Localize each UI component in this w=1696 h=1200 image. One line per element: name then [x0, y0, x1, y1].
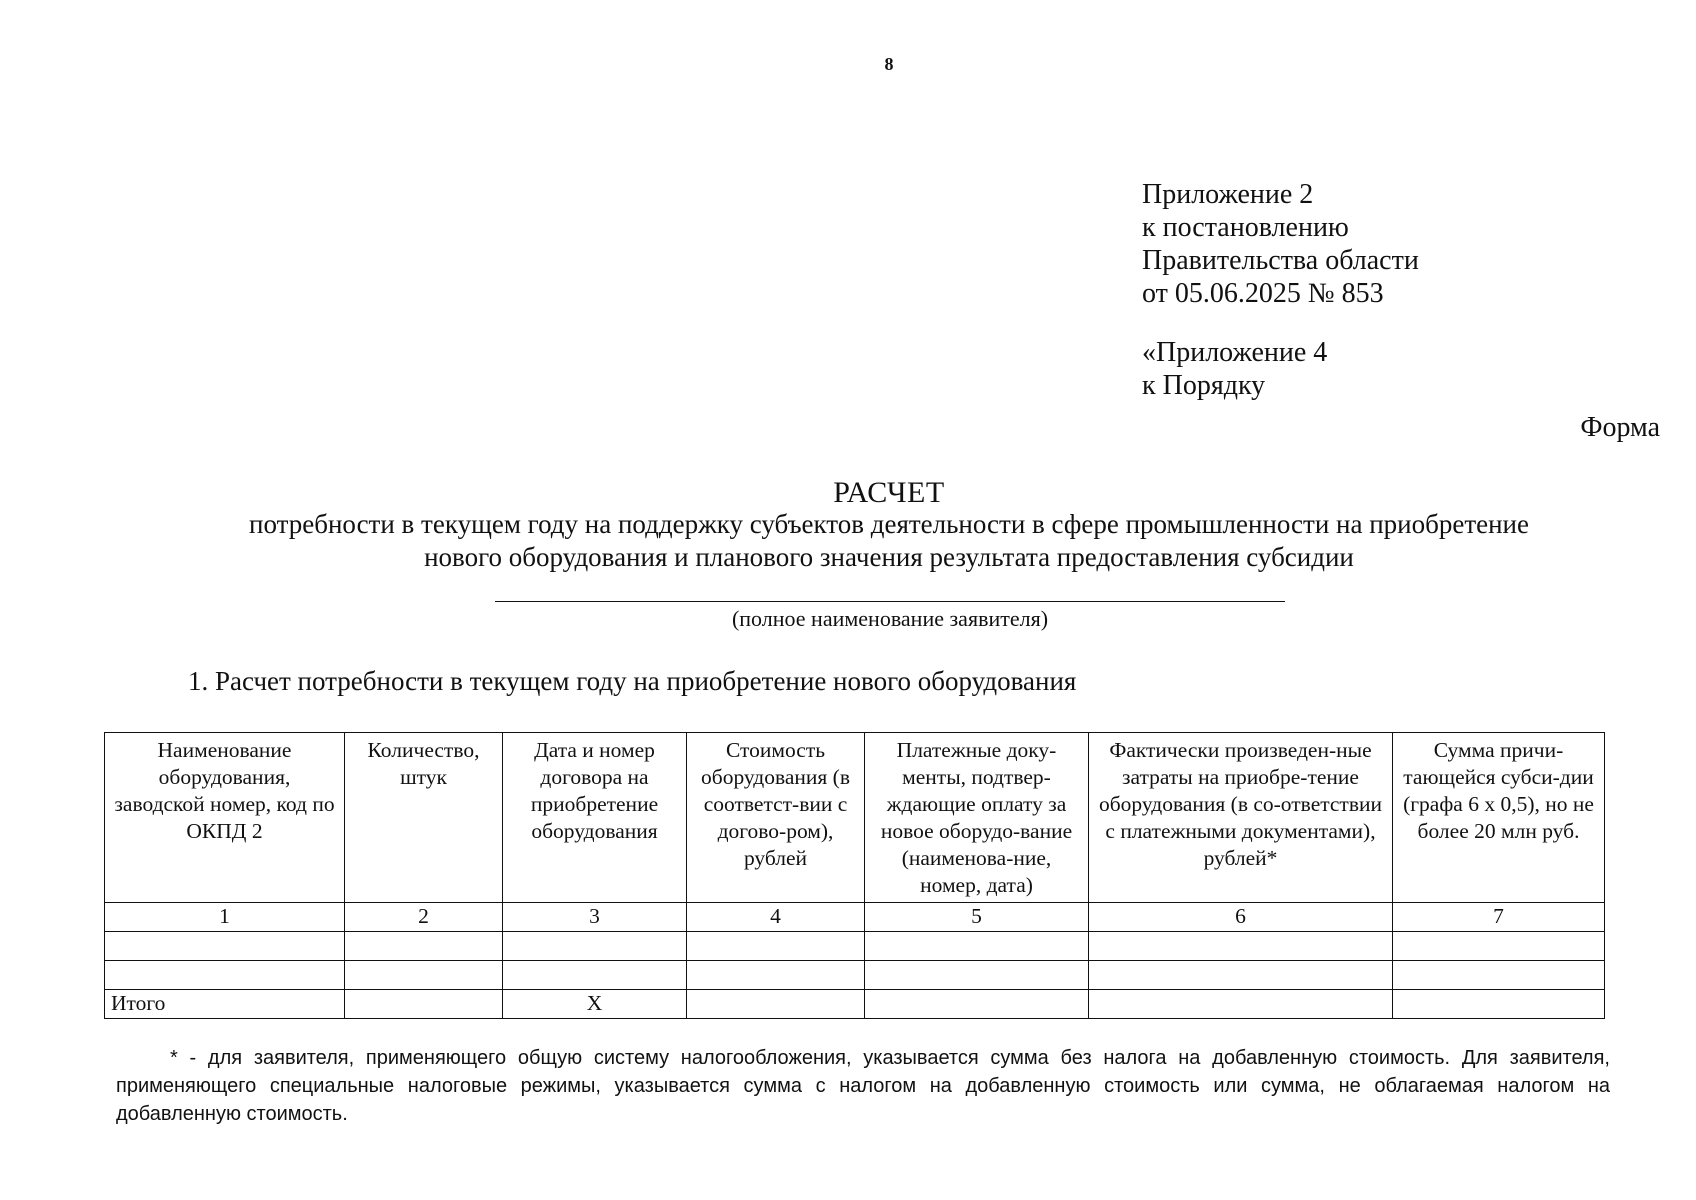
- applicant-caption: (полное наименование заявителя): [731, 606, 1049, 631]
- table-cell: [865, 961, 1089, 990]
- appendix-line: от 05.06.2025 № 853: [1142, 278, 1384, 309]
- total-row: [105, 990, 1605, 1019]
- table-cell: [687, 932, 865, 961]
- form-label: Форма: [1580, 412, 1660, 443]
- footnote: * - для заявителя, применяющего общую систему налогообложения, указывается сумма без налога на добавленную стоимость. Для заявителя, применяющего специальные налоговые режимы, указывается сумма с налогом на добавленную стоимость или сумма, не облагаемая налогом на добавленную стоимость.: [116, 1047, 1610, 1125]
- table-cell: [345, 990, 503, 1019]
- appendix-line: к постановлению: [1142, 212, 1349, 243]
- table-header-cell: Количество, штук: [345, 733, 503, 903]
- column-number-cell: 2: [345, 903, 503, 932]
- table-header-row: [105, 733, 1605, 903]
- total-label-cell: Итого: [105, 990, 345, 1019]
- subtitle-line: потребности в текущем году на поддержку субъектов деятельности в сфере промышленности на приобретение: [249, 509, 1529, 539]
- table-cell: [105, 961, 345, 990]
- table-header-cell: Стоимость оборудования (в соответст-вии с догово-ром), рублей: [687, 733, 865, 903]
- table-cell: [1089, 932, 1393, 961]
- subtitle-line: нового оборудования и планового значения результата предоставления субсидии: [424, 542, 1354, 572]
- column-number-cell: 7: [1393, 903, 1605, 932]
- table-cell: [105, 932, 345, 961]
- table-cell: [687, 961, 865, 990]
- table-header-cell: Платежные доку-менты, подтвер-ждающие оплату за новое оборудо-вание (наименова-ние, номер, дата): [865, 733, 1089, 903]
- table-header-cell: Дата и номер договора на приобретение оборудования: [503, 733, 687, 903]
- document-title: РАСЧЕТ: [833, 476, 945, 509]
- table-row: [105, 932, 1605, 961]
- table-cell: [1393, 990, 1605, 1019]
- table-cell: [503, 961, 687, 990]
- appendix-sub-line: к Порядку: [1142, 370, 1266, 401]
- applicant-name-line: [495, 601, 1285, 602]
- table-cell: [503, 932, 687, 961]
- column-number-cell: 3: [503, 903, 687, 932]
- column-number-row: [105, 903, 1605, 932]
- column-number-cell: 1: [105, 903, 345, 932]
- appendix-sub-line: «Приложение 4: [1142, 337, 1328, 368]
- table-cell: [1089, 961, 1393, 990]
- table-cell: [687, 990, 865, 1019]
- table-header-cell: Сумма причи-тающейся субси-дии (графа 6 х 0,5), но не более 20 млн руб.: [1393, 733, 1605, 903]
- table-cell: [1089, 990, 1393, 1019]
- document-subtitle: [200, 508, 1578, 574]
- table-header-cell: Наименование оборудования, заводской номер, код по ОКПД 2: [105, 733, 345, 903]
- section-heading: 1. Расчет потребности в текущем году на приобретение нового оборудования: [188, 666, 1077, 696]
- column-number-cell: 6: [1089, 903, 1393, 932]
- column-number-cell: 5: [865, 903, 1089, 932]
- table-header-cell: Фактически произведен-ные затраты на приобре-тение оборудования (в со-ответствии с платежными документами), рублей*: [1089, 733, 1393, 903]
- table-cell: [1393, 932, 1605, 961]
- page-number: 8: [884, 54, 894, 74]
- table-cell: [865, 932, 1089, 961]
- table-cell: [865, 990, 1089, 1019]
- appendix-block: [1142, 178, 1419, 402]
- table-cell: [345, 932, 503, 961]
- table-row: [105, 961, 1605, 990]
- appendix-line: Правительства области: [1142, 245, 1419, 276]
- appendix-line: Приложение 2: [1142, 179, 1314, 210]
- column-number-cell: 4: [687, 903, 865, 932]
- table-cell: Х: [503, 990, 687, 1019]
- table-cell: [345, 961, 503, 990]
- table-cell: [1393, 961, 1605, 990]
- equipment-table: [104, 732, 1605, 1019]
